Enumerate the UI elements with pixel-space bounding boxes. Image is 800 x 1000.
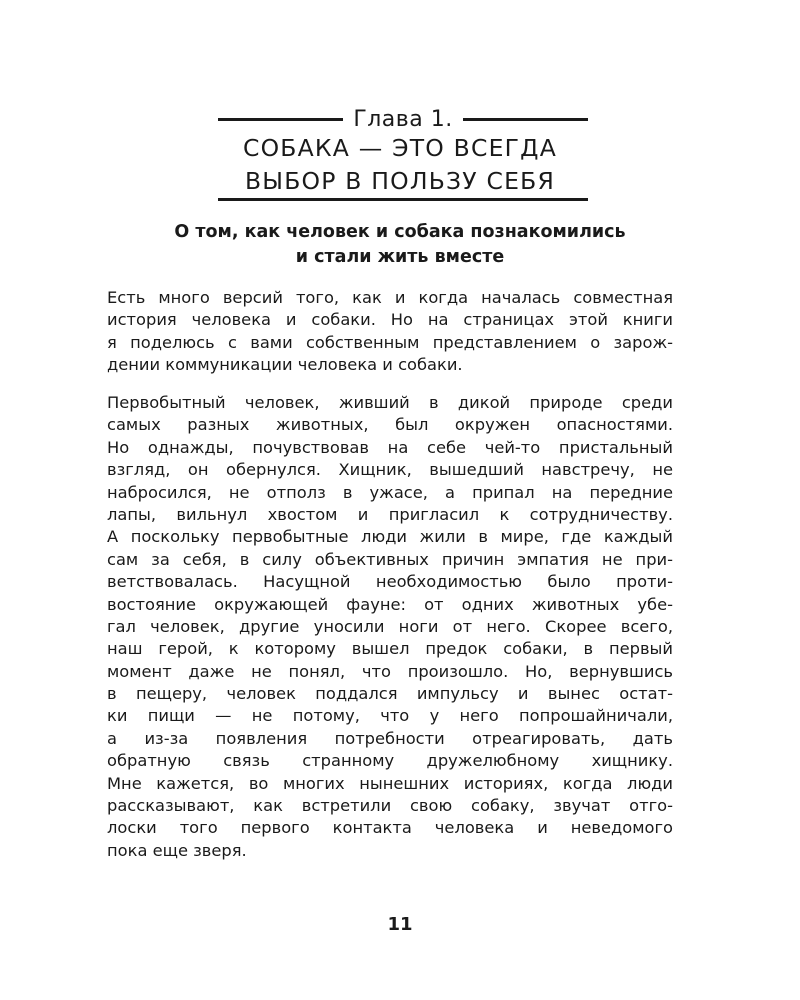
text-line: лоски того первого контакта человека и неведомого	[107, 818, 673, 838]
text-line: дении коммуникации человека и собаки.	[107, 355, 463, 375]
text-line: рассказывают, как встретили свою собаку, звучат отго-	[107, 796, 673, 816]
subtitle-line: и стали жить вместе	[295, 247, 505, 267]
text-line: история человека и собаки. Но на страницах этой книги	[107, 310, 673, 330]
text-line: Есть много версий того, как и когда началась совместная	[107, 288, 673, 307]
text-line: лапы, вильнул хвостом и пригласил к сотрудничеству.	[107, 504, 673, 524]
text-line: в пещеру, человек поддался импульсу и вынес остат-	[107, 684, 673, 704]
text-line: набросился, не отполз в ужасе, а припал на передние	[107, 482, 673, 502]
chapter-title-line: ВЫБОР В ПОЛЬЗУ СЕБЯ	[244, 167, 556, 195]
text-line: пока еще зверя.	[107, 840, 247, 860]
section-subtitle	[100, 220, 700, 270]
text-line: самых разных животных, был окружен опасностями.	[107, 415, 673, 435]
chapter-title-line: СОБАКА — ЭТО ВСЕГДА	[243, 134, 557, 162]
text-line: наш герой, к которому вышел предок собаки, в первый	[107, 639, 673, 659]
left-rule	[218, 118, 343, 121]
text-line: востояние окружающей фауне: от одних животных убе-	[107, 594, 673, 614]
text-line: момент даже не понял, что произошло. Но, вернувшись	[107, 661, 673, 681]
text-line: Мне кажется, во многих нынешних историях, когда люди	[107, 773, 673, 793]
text-line: гал человек, другие уносили ноги от него. Скорее всего,	[107, 616, 673, 636]
text-line: я поделюсь с вами собственным представлением о зарож-	[107, 332, 673, 352]
chapter-label: Глава 1.	[353, 106, 453, 132]
text-line: а из-за появления потребности отреагировать, дать	[107, 728, 673, 748]
title-bottom-rule	[218, 198, 588, 201]
text-line: обратную связь странному дружелюбному хищнику.	[107, 751, 673, 771]
right-rule	[463, 118, 588, 121]
paragraph-1	[107, 287, 673, 377]
subtitle-line: О том, как человек и собака познакомились	[174, 222, 626, 242]
paragraph-2	[107, 392, 673, 862]
page-number: 11	[387, 914, 413, 935]
text-line: ветствовалась. Насущной необходимостью было проти-	[107, 572, 673, 592]
text-line: ки пищи — не потому, что у него попрошайничали,	[107, 706, 673, 726]
text-line: Но однажды, почувствовав на себе чей-то пристальный	[107, 437, 673, 457]
chapter-heading-row	[218, 104, 588, 134]
text-line: взгляд, он обернулся. Хищник, вышедший навстречу, не	[107, 460, 673, 480]
chapter-title	[200, 132, 600, 198]
text-line: сам за себя, в силу объективных причин эмпатия не при-	[107, 549, 673, 569]
text-line: Первобытный человек, живший в дикой природе среди	[107, 393, 673, 412]
text-line: А поскольку первобытные люди жили в мире, где каждый	[107, 527, 673, 547]
